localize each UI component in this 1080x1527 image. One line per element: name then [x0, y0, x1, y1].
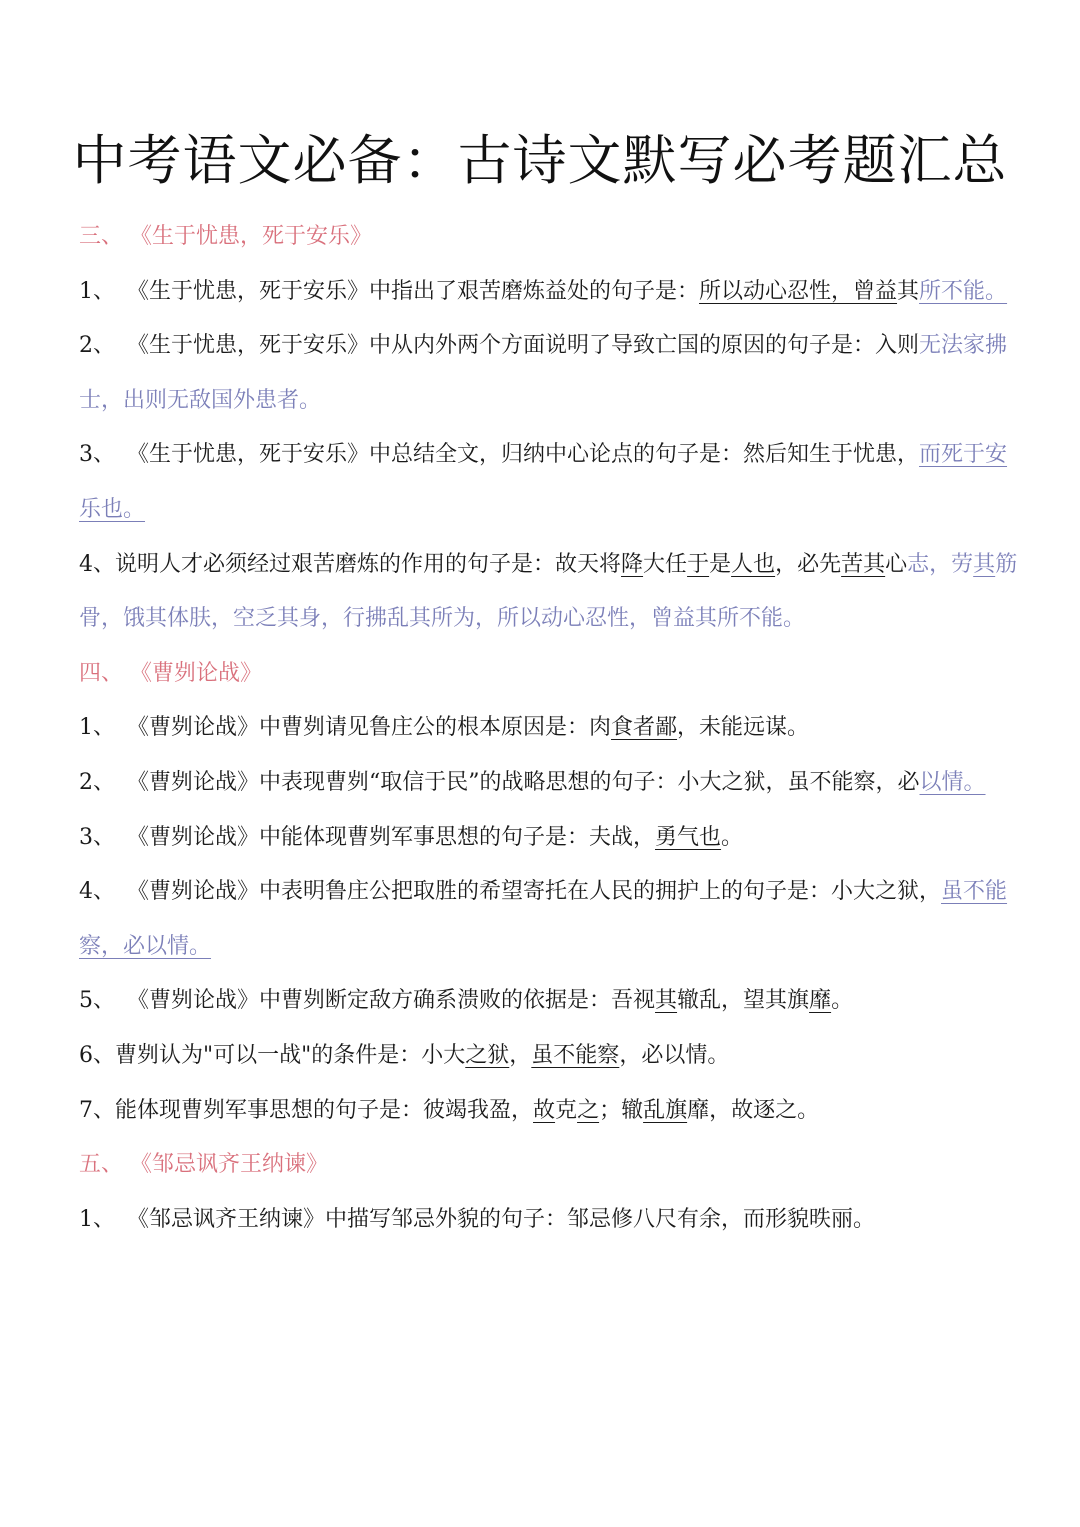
answer-text: 小大之狱， — [831, 879, 942, 905]
answer-text: 乱旗 — [643, 1097, 688, 1123]
item-number: 5、 — [79, 988, 115, 1014]
answer-text: 心 — [885, 551, 908, 577]
answer-text: ，必先 — [775, 551, 842, 577]
answer-text: ， — [509, 1042, 532, 1068]
answer-text: 彼竭我盈， — [423, 1097, 534, 1123]
question-text: 《曹刿论战》中能体现曹刿军事思想的句子是： — [127, 824, 590, 850]
item-number: 1、 — [79, 278, 115, 304]
answer-text: 故 — [533, 1097, 556, 1123]
question-text: 《生于忧患，死于安乐》中指出了艰苦磨炼益处的句子是： — [127, 278, 700, 304]
answer-text: 是 — [709, 551, 732, 577]
answer-text: 食者鄙 — [611, 715, 678, 741]
answer-text: 夫战， — [589, 824, 656, 850]
question-text: 说明人才必须经过艰苦磨炼的作用的句子是： — [115, 551, 556, 577]
item-number: 1、 — [79, 1206, 115, 1232]
question-item — [79, 811, 1021, 866]
item-number: 2、 — [79, 769, 115, 795]
item-number: 3、 — [79, 442, 115, 468]
answer-text: 勇气也 — [655, 824, 722, 850]
answer-text: 虽不能察 — [531, 1042, 620, 1068]
answer-text: 苦其 — [841, 551, 886, 577]
answer-text: 大任 — [643, 551, 688, 577]
answer-text: 之 — [577, 1097, 600, 1123]
answer-text: 邹忌修八尺有余，而形貌昳丽。 — [567, 1206, 876, 1232]
section-heading: 三、 《生于忧患，死于安乐》 — [79, 224, 372, 249]
answer-text: 靡，故逐之。 — [687, 1097, 820, 1123]
answer-text: 小大 — [421, 1042, 466, 1068]
question-item — [79, 1084, 1021, 1139]
question-text: 《邹忌讽齐王纳谏》中描写邹忌外貌的句子： — [127, 1206, 568, 1232]
question-item — [79, 538, 1021, 647]
answer-text: ，必以情。 — [619, 1042, 730, 1068]
answer-text: 克 — [555, 1097, 578, 1123]
page-title: 中考语文必备：古诗文默写必考题汇总 — [72, 129, 1008, 192]
answer-text: 以情。 — [919, 769, 986, 795]
item-number: 7、 — [79, 1097, 115, 1123]
question-item — [79, 265, 1021, 320]
answer-text: 其 — [655, 988, 678, 1014]
answer-text: 其 — [973, 551, 996, 577]
document-body — [79, 210, 1021, 1247]
item-number: 4、 — [79, 551, 115, 577]
answer-text: 所不能。 — [919, 278, 1008, 304]
question-item — [79, 756, 1021, 811]
answer-text: 入则 — [875, 333, 920, 359]
answer-text: 降 — [621, 551, 644, 577]
question-text: 《生于忧患，死于安乐》中从内外两个方面说明了导致亡国的原因的句子是： — [127, 333, 876, 359]
question-text: 《曹刿论战》中表现曹刿“取信于民”的战略思想的句子： — [127, 769, 678, 795]
answer-text: 然后知生于忧患， — [743, 442, 920, 468]
question-item — [79, 865, 1021, 974]
question-text: 能体现曹刿军事思想的句子是： — [115, 1097, 424, 1123]
answer-text: 于 — [687, 551, 710, 577]
question-item — [79, 319, 1021, 428]
question-text: 《生于忧患，死于安乐》中总结全文，归纳中心论点的句子是： — [127, 442, 744, 468]
answer-text: 。 — [721, 824, 744, 850]
answer-text: 之狱 — [465, 1042, 510, 1068]
question-item — [79, 974, 1021, 1029]
answer-text: 虽不能察，必以情。 — [79, 879, 1008, 959]
question-item — [79, 701, 1021, 756]
item-number: 6、 — [79, 1042, 115, 1068]
answer-text: 吾视 — [611, 988, 656, 1014]
item-number: 2、 — [79, 333, 115, 359]
question-item — [79, 1029, 1021, 1084]
question-item — [79, 1193, 1021, 1248]
answer-text: 靡 — [809, 988, 832, 1014]
answer-text: 所以动心忍性，曾益 — [699, 278, 898, 304]
answer-text: 无法家拂士，出则无敌国外患者。 — [79, 333, 1008, 413]
question-text: 《曹刿论战》中曹刿请见鲁庄公的根本原因是： — [127, 715, 590, 741]
answer-text: 辙乱，望其旗 — [677, 988, 810, 1014]
answer-text: 而死于安乐也。 — [79, 442, 1008, 522]
answer-text: 肉 — [589, 715, 612, 741]
question-text: 《曹刿论战》中表明鲁庄公把取胜的希望寄托在人民的拥护上的句子是： — [127, 879, 832, 905]
section-heading: 四、 《曹刿论战》 — [79, 660, 262, 686]
answer-text: 筋骨，饿其体肤，空乏其身，行拂乱其所为，所以动心忍性，曾益其所不能。 — [79, 551, 1018, 632]
section-heading: 五、 《邹忌讽齐王纳谏》 — [79, 1152, 328, 1178]
answer-text: 小大之狱，虽不能察，必 — [677, 769, 920, 795]
question-text: 《曹刿论战》中曹刿断定敌方确系溃败的依据是： — [127, 988, 612, 1014]
answer-text: 人也 — [731, 551, 776, 577]
answer-text: 。 — [831, 988, 854, 1014]
item-number: 1、 — [79, 715, 115, 741]
answer-text: 其 — [897, 278, 920, 304]
answer-text: 志，劳 — [907, 551, 974, 577]
question-item — [79, 428, 1021, 537]
answer-text: ，未能远谋。 — [677, 715, 810, 741]
item-number: 3、 — [79, 824, 115, 850]
answer-text: 故天将 — [555, 551, 622, 577]
item-number: 4、 — [79, 879, 115, 905]
question-text: 曹刿认为"可以一战"的条件是： — [115, 1042, 422, 1068]
answer-text: ；辙 — [599, 1097, 644, 1123]
